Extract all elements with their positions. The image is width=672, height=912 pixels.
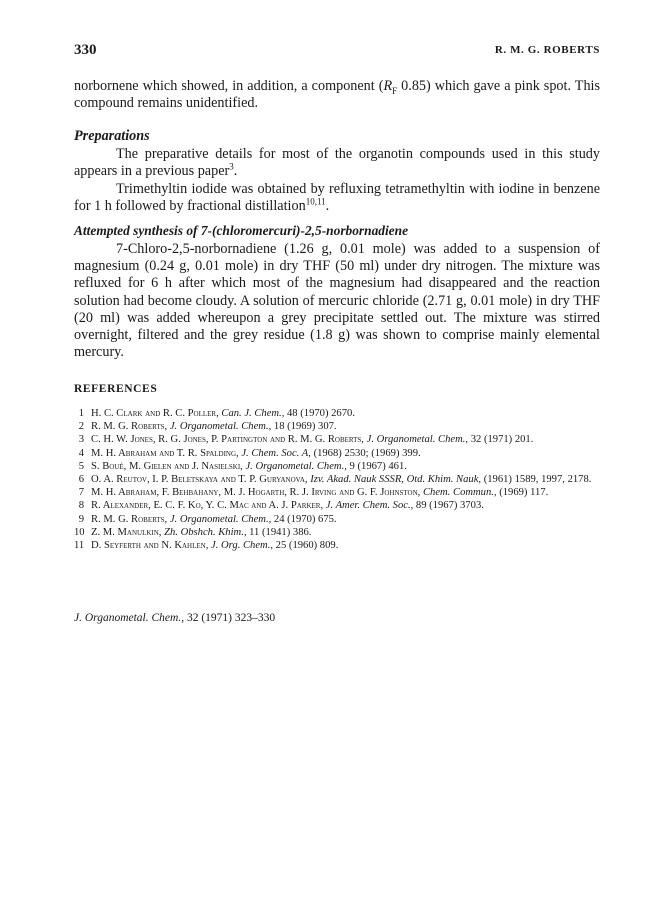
reference-details: 89 (1967) 3703. [415, 500, 484, 512]
reference-authors: Z. M. Manulkin, [91, 526, 162, 538]
reference-authors: D. Seyferth and N. Kahlen, [91, 539, 209, 551]
synthesis-heading: Attempted synthesis of 7-(chloromercuri)-2,5-norbornadiene [74, 223, 409, 238]
reference-authors: O. A. Reutov, I. P. Beletskaya and T. P. Guryanova, [91, 473, 308, 485]
reference-journal: J. Organometal. Chem., [366, 434, 469, 446]
reference-details: 32 (1971) 201. [470, 434, 534, 446]
reference-journal: J. Chem. Soc. A, [241, 447, 311, 459]
reference-item [74, 421, 600, 434]
reference-authors: R. M. G. Roberts, [91, 421, 168, 433]
reference-item [74, 527, 600, 540]
reference-item [74, 434, 600, 447]
reference-details: 25 (1960) 809. [275, 539, 339, 551]
preparations-paragraph-2 [74, 181, 600, 215]
preparations-heading: Preparations [74, 128, 150, 144]
intro-text-start: norbornene which showed, in addition, a component ( [74, 78, 384, 94]
reference-details: (1968) 2530; (1969) 399. [313, 447, 421, 459]
reference-authors: R. Alexander, E. C. F. Ko, Y. C. Mac and A. J. Parker, [91, 500, 324, 512]
sentence-end: . [325, 198, 330, 215]
reference-journal: J. Organometal. Chem., [169, 513, 272, 525]
citation-ref: 3 [229, 161, 234, 172]
reference-item [74, 540, 600, 553]
reference-authors: R. M. G. Roberts, [91, 513, 168, 525]
references-heading: REFERENCES [74, 383, 158, 395]
preparations-text-2: Trimethyltin iodide was obtained by refluxing tetramethyltin with iodine in benzene for 1 h followed by fractional distillation [74, 181, 600, 215]
reference-journal: Chem. Commun., [422, 487, 497, 499]
reference-details: (1969) 117. [499, 487, 549, 499]
intro-text-end: 0.85) which gave a pink spot. This compound remains unidentified. [74, 78, 600, 112]
rf-subscript: F [392, 85, 398, 96]
reference-item [74, 408, 600, 421]
reference-number: 9 [78, 513, 84, 525]
reference-number: 3 [78, 434, 84, 446]
page-number: 330 [74, 42, 97, 58]
reference-number: 2 [78, 421, 84, 433]
reference-number: 5 [78, 460, 84, 472]
reference-item [74, 474, 600, 487]
journal-footer [74, 612, 275, 624]
reference-details: 24 (1970) 675. [273, 513, 337, 525]
reference-details: 18 (1969) 307. [273, 421, 337, 433]
reference-item [74, 487, 600, 500]
reference-number: 10 [74, 526, 85, 538]
citation-ref: 10,11 [305, 196, 326, 207]
reference-number: 1 [78, 408, 84, 419]
reference-journal: J. Organometal. Chem., [169, 421, 272, 433]
reference-details: 11 (1941) 386. [249, 526, 312, 538]
reference-authors: H. C. Clark and R. C. Poller, [91, 408, 219, 419]
reference-journal: J. Org. Chem., [211, 539, 274, 551]
reference-item [74, 514, 600, 527]
reference-number: 8 [78, 500, 84, 512]
footer-journal: J. Organometal. Chem., [74, 612, 185, 624]
reference-authors: S. Boué, M. Gielen and J. Nasielski, [91, 460, 243, 472]
reference-number: 11 [74, 539, 85, 551]
reference-item [74, 461, 600, 474]
reference-item [74, 500, 600, 513]
reference-number: 7 [78, 487, 84, 499]
footer-volume: 32 (1971) 323–330 [186, 612, 276, 624]
reference-authors: M. H. Abraham and T. R. Spalding, [91, 447, 239, 459]
sentence-end: . [233, 163, 238, 180]
reference-number: 6 [78, 473, 84, 485]
reference-journal: Izv. Akad. Nauk SSSR, Otd. Khim. Nauk, [310, 473, 482, 485]
rf-symbol: R [383, 78, 393, 94]
reference-details: 48 (1970) 2670. [287, 408, 355, 419]
reference-list [74, 408, 600, 553]
page-header [74, 42, 600, 62]
reference-details: 9 (1967) 461. [349, 460, 407, 472]
intro-paragraph [74, 78, 600, 112]
reference-authors: C. H. W. Jones, R. G. Jones, P. Partington and R. M. G. Roberts, [91, 434, 364, 446]
running-head: R. M. G. ROBERTS [494, 44, 600, 56]
preparations-paragraph-1 [74, 146, 600, 180]
reference-details: (1961) 1589, 1997, 2178. [483, 473, 592, 485]
reference-number: 4 [78, 447, 84, 459]
preparations-text-1: The preparative details for most of the organotin compounds used in this study appears in a previous paper [74, 146, 600, 180]
reference-authors: M. H. Abraham, F. Behbahany, M. J. Hogarth, R. J. Irving and G. F. Johnston, [91, 487, 421, 499]
synthesis-paragraph: 7-Chloro-2,5-norbornadiene (1.26 g, 0.01 mole) was added to a suspension of magnesium (0.24 g, 0.01 mole) in dry THF (50 ml) under dry nitrogen. The mixture was refluxed for 6 h after which most of the magnesium had disappeared and the reaction solution had become cloudy. A solution of mercuric chloride (2.71 g, 0.01 mole) in dry THF (20 ml) was added whereupon a grey precipitate settled out. The mixture was stirred overnight, filtered and the grey residue (1.8 g) was shown to comprise mainly elemental mercury. [74, 241, 600, 361]
reference-journal: J. Amer. Chem. Soc., [325, 500, 414, 512]
reference-journal: Can. J. Chem., [221, 408, 285, 419]
reference-journal: J. Organometal. Chem., [245, 460, 347, 472]
reference-item [74, 448, 600, 461]
reference-journal: Zh. Obshch. Khim., [164, 526, 247, 538]
